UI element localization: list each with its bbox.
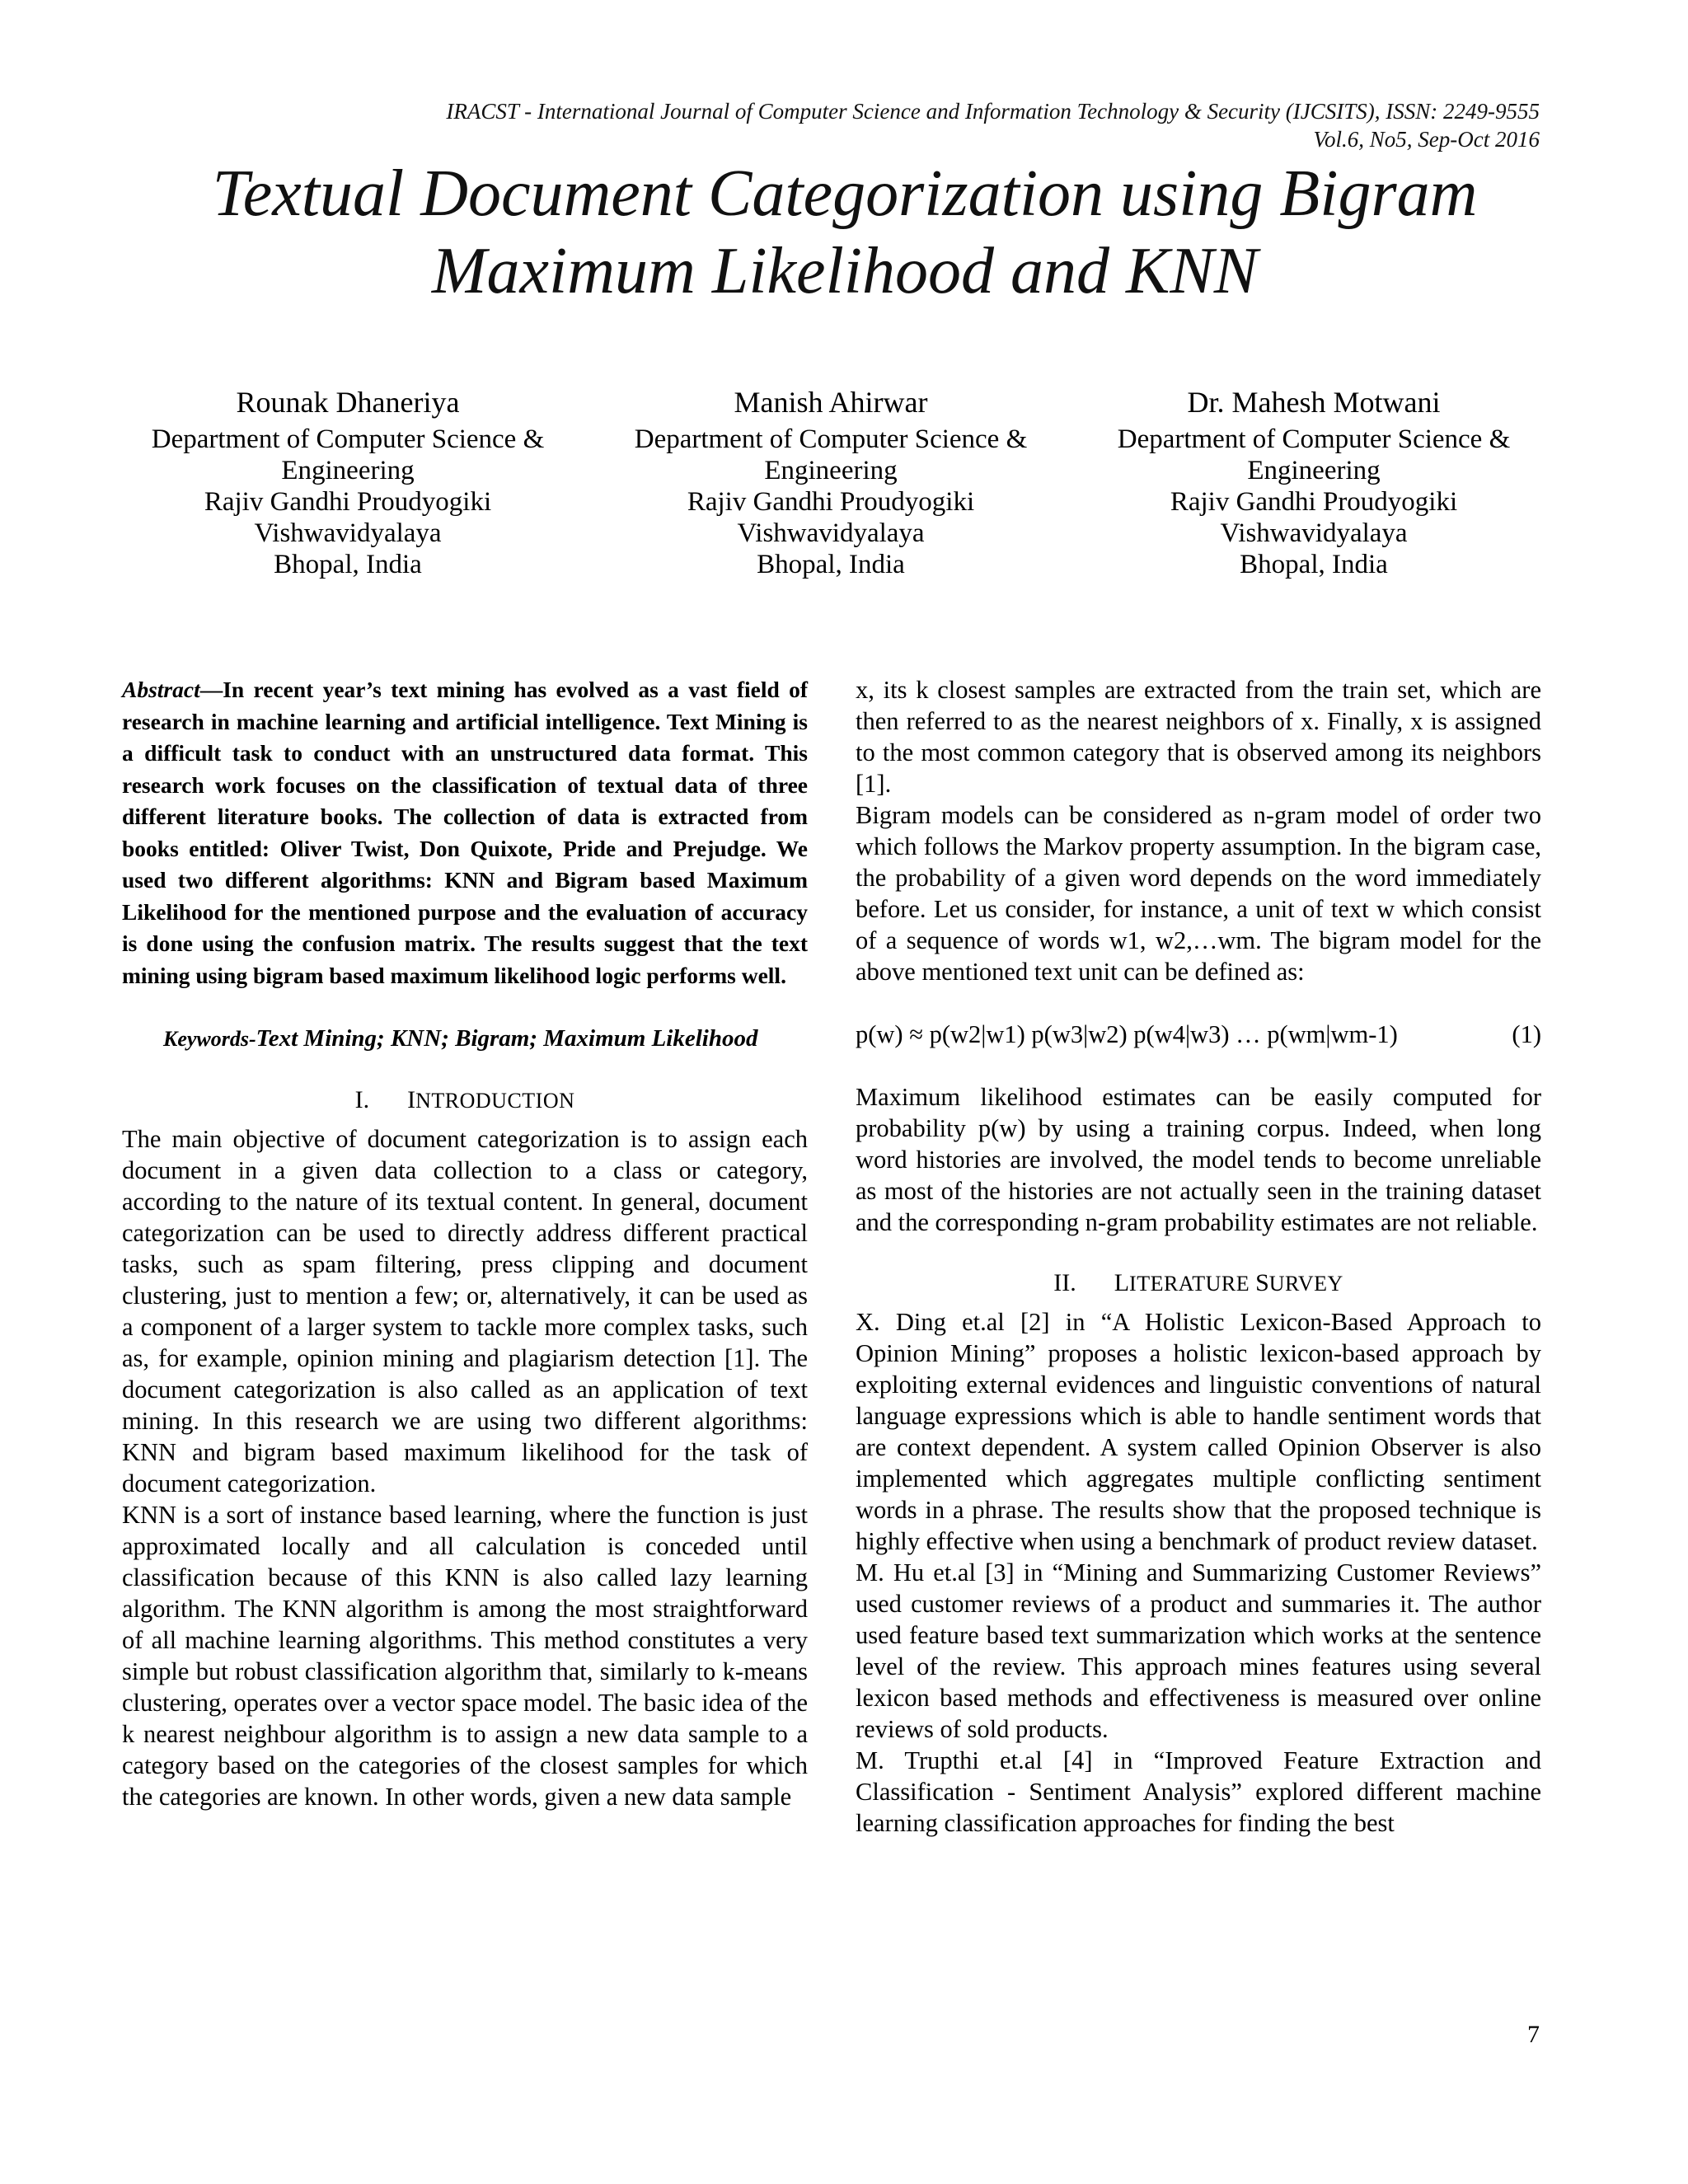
author-university: Rajiv Gandhi Proudyogiki [1170, 487, 1458, 517]
survey-paragraph-3: M. Trupthi et.al [4] in “Improved Feature Extraction and Classification - Sentiment Analysis” explored different machine learning classification approaches for finding the best [856, 1746, 1541, 1837]
section-title-rest: ITERATURE [1129, 1272, 1256, 1296]
author-department-2: Engineering [281, 456, 415, 485]
bigram-paragraph: Bigram models can be considered as n-gram model of order two which follows the Markov property assumption. In the bigram case, the probability of a given word depends on the word immediately before. Let us consider, for instance, a unit of text w which consist of a sequence of words w1, w2,…wm. The bigram model for the above mentioned text unit can be defined as: [856, 801, 1541, 986]
author-university: Rajiv Gandhi Proudyogiki [687, 487, 975, 517]
volume-header: Vol.6, No5, Sep-Oct 2016 [1313, 127, 1540, 152]
author-department: Department of Computer Science & [151, 424, 545, 454]
abstract [122, 674, 808, 991]
paper-title-line-2: Maximum Likelihood and KNN [431, 235, 1259, 307]
keywords-label: Keywords- [163, 1027, 256, 1051]
section-title-rest-2: URVEY [1268, 1272, 1343, 1296]
author-department-2: Engineering [764, 456, 898, 485]
author-name: Dr. Mahesh Motwani [1187, 386, 1441, 419]
author-name: Manish Ahirwar [734, 386, 928, 419]
section-title-initial: L [1114, 1269, 1130, 1296]
author-name: Rounak Dhaneriya [236, 386, 460, 419]
author-department-2: Engineering [1247, 456, 1381, 485]
abstract-label: Abstract [122, 677, 200, 702]
equation-number: (1) [1512, 1020, 1541, 1048]
intro-paragraph-2: KNN is a sort of instance based learning, where the function is just approximated locally and all calculation is conceded until classification because of this KNN is also called lazy learning algorithm. The KNN algorithm is among the most straightforward of all machine learning algorithms. This method constitutes a very simple but robust classification algorithm that, similarly to k-means clustering, operates over a vector space model. The basic idea of the k nearest neighbour algorithm is to assign a new data sample to a category based on the categories of the closest samples for which the categories are known. In other words, given a new data sample [122, 1501, 808, 1811]
author-location: Bhopal, India [1240, 550, 1388, 579]
author-location: Bhopal, India [274, 550, 422, 579]
keywords-text: Text Mining; KNN; Bigram; Maximum Likelihood [256, 1025, 758, 1052]
section-title-initial-2: S [1255, 1269, 1269, 1296]
author-block-1 [101, 384, 595, 580]
journal-header: IRACST - International Journal of Computer Science and Information Technology & Security (IJCSITS), ISSN: 2249-9555 [446, 99, 1540, 124]
author-block-3 [1067, 384, 1561, 580]
author-university-2: Vishwavidyalaya [737, 518, 925, 548]
section-title-initial: I [407, 1086, 416, 1113]
knn-paragraph-continued: x, its k closest samples are extracted from the train set, which are then referred to as the nearest neighbors of x. Finally, x is assigned to the most common category that is observed among its neighbors [1]. [856, 676, 1541, 798]
section-heading-literature-survey [856, 1268, 1541, 1300]
intro-paragraph-1: The main objective of document categorization is to assign each document in a given data collection to a class or category, according to the nature of its textual content. In general, document categorization can be used to directly address different practical tasks, such as spam filtering, press clipping and document clustering, just to mention a few; or, alternatively, it can be used as a component of a larger system to tackle more complex tasks, such as, for example, opinion mining and plagiarism detection [1]. The document categorization is also called as an application of text mining. In this research we are using two different algorithms: KNN and bigram based maximum likelihood for the task of document categorization. [122, 1125, 808, 1497]
author-university: Rajiv Gandhi Proudyogiki [204, 487, 492, 517]
survey-paragraph-1: X. Ding et.al [2] in “A Holistic Lexicon-Based Approach to Opinion Mining” proposes a holistic lexicon-based approach by exploiting external evidences and linguistic conventions of natural language expressions which is able to handle sentiment words that are context dependent. A system called Opinion Observer is also implemented which aggregates multiple conflicting sentiment words in a phrase. The results show that the proposed technique is highly effective when using a benchmark of product review dataset. [856, 1308, 1541, 1555]
section-heading-introduction [122, 1085, 808, 1117]
paper-title-line-1: Textual Document Categorization using Bigram [212, 157, 1478, 230]
left-column [122, 674, 808, 1812]
survey-paragraph-2: M. Hu et.al [3] in “Mining and Summarizing Customer Reviews” used customer reviews of a product and summaries it. The author used feature based text summarization which works at the sentence level of the review. This approach mines features using several lexicon based methods and effectiveness is measured over online reviews of sold products. [856, 1558, 1541, 1743]
author-department: Department of Computer Science & [634, 424, 1028, 454]
author-block-2 [584, 384, 1078, 580]
author-department: Department of Computer Science & [1117, 424, 1511, 454]
section-number: II. [1053, 1269, 1076, 1296]
section-number: I. [354, 1086, 370, 1113]
page-number: 7 [1527, 2021, 1540, 2048]
equation-1 [856, 1019, 1541, 1050]
equation-body: p(w) ≈ p(w2|w1) p(w3|w2) p(w4|w3) … p(wm|wm-1) [856, 1020, 1398, 1048]
keywords [122, 1023, 808, 1055]
abstract-text: —In recent year’s text mining has evolved as a vast field of research in machine learning and artificial intelligence. Text Mining is a difficult task to conduct with an unstructured data format. This research work focuses on the classification of textual data of three different literature books. The collection of data is extracted from books entitled: Oliver Twist, Don Quixote, Pride and Prejudge. We used two different algorithms: KNN and Bigram based Maximum Likelihood for the mentioned purpose and the evaluation of accuracy is done using the confusion matrix. The results suggest that the text mining using bigram based maximum likelihood logic performs well. [122, 677, 808, 988]
author-location: Bhopal, India [757, 550, 905, 579]
right-column [856, 674, 1541, 1839]
author-university-2: Vishwavidyalaya [254, 518, 442, 548]
author-university-2: Vishwavidyalaya [1220, 518, 1408, 548]
ml-paragraph: Maximum likelihood estimates can be easily computed for probability p(w) by using a training corpus. Indeed, when long word histories are involved, the model tends to become unreliable as most of the histories are not actually seen in the training dataset and the corresponding n-gram probability estimates are not reliable. [856, 1083, 1541, 1236]
section-title-rest: NTRODUCTION [415, 1089, 575, 1113]
